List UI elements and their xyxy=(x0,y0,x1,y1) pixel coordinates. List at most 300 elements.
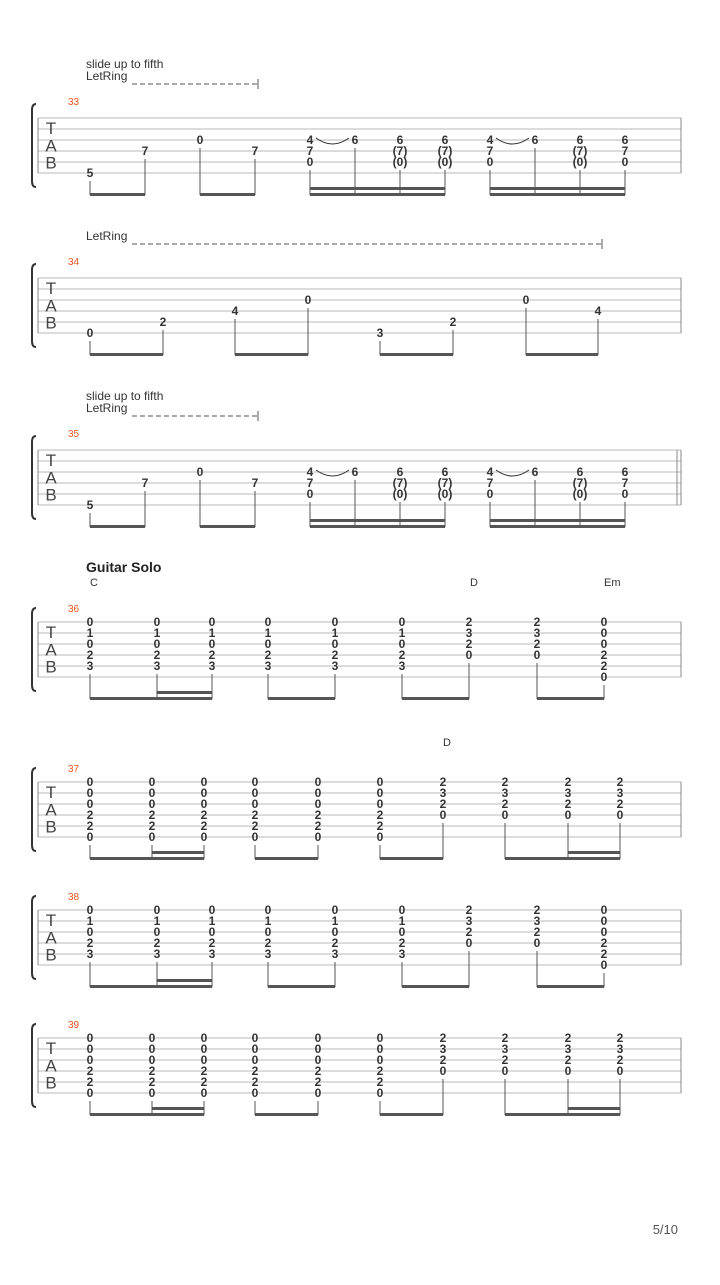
fret-number: 0 xyxy=(331,903,339,917)
fret-number: (7) xyxy=(437,144,453,158)
slur xyxy=(316,470,349,476)
fret-number: 2 xyxy=(148,1064,156,1078)
fret-number: 2 xyxy=(86,1075,94,1089)
fret-number: 4 xyxy=(594,304,602,318)
note-beam xyxy=(200,525,255,528)
chord-name: Em xyxy=(604,577,621,589)
system-bracket xyxy=(32,436,36,519)
note-beam-secondary xyxy=(490,519,625,522)
fret-number: 3 xyxy=(465,914,473,928)
fret-number: 6 xyxy=(351,465,359,479)
fret-number: 0 xyxy=(376,1053,384,1067)
note-beam-secondary xyxy=(310,187,445,190)
fret-number: 0 xyxy=(376,1042,384,1056)
note-beam xyxy=(90,985,212,988)
fret-number: 1 xyxy=(331,626,339,640)
fret-number: (0) xyxy=(437,155,453,169)
fret-number: 0 xyxy=(376,830,384,844)
fret-number: 0 xyxy=(200,786,208,800)
fret-number: 7 xyxy=(141,144,149,158)
fret-number: 0 xyxy=(153,903,161,917)
slur xyxy=(316,138,349,144)
fret-number: 2 xyxy=(159,315,167,329)
fret-number: 2 xyxy=(208,648,216,662)
fret-number: 2 xyxy=(148,1075,156,1089)
fret-number: 2 xyxy=(533,637,541,651)
note-beam xyxy=(255,1113,318,1116)
fret-number: 1 xyxy=(153,626,161,640)
fret-number: 2 xyxy=(465,637,473,651)
fret-number: 0 xyxy=(314,786,322,800)
fret-number: 0 xyxy=(200,1031,208,1045)
fret-number: 2 xyxy=(86,936,94,950)
annotation-text: slide up to fifth xyxy=(86,57,164,71)
note-beam xyxy=(90,857,204,860)
fret-number: 3 xyxy=(501,1042,509,1056)
chord-name: D xyxy=(443,737,451,749)
page-number: 5/10 xyxy=(652,1222,678,1237)
fret-number: 2 xyxy=(564,1031,572,1045)
note-beam xyxy=(526,353,598,356)
fret-number: 3 xyxy=(398,659,406,673)
fret-number: 0 xyxy=(86,903,94,917)
system-bracket xyxy=(32,264,36,347)
fret-number: 0 xyxy=(439,808,447,822)
note-beam xyxy=(505,1113,620,1116)
fret-number: 0 xyxy=(86,775,94,789)
fret-number: 3 xyxy=(331,659,339,673)
fret-number: 0 xyxy=(306,487,314,501)
fret-number: 0 xyxy=(616,1064,624,1078)
fret-number: 2 xyxy=(331,936,339,950)
tab-clef-t: T xyxy=(45,1039,57,1058)
fret-number: 0 xyxy=(600,637,608,651)
fret-number: 0 xyxy=(398,615,406,629)
annotation-text: LetRing xyxy=(86,69,128,83)
fret-number: 0 xyxy=(398,903,406,917)
fret-number: 2 xyxy=(200,1064,208,1078)
fret-number: 0 xyxy=(314,775,322,789)
fret-number: 1 xyxy=(208,914,216,928)
fret-number: 7 xyxy=(621,476,629,490)
fret-number: 2 xyxy=(376,1064,384,1078)
fret-number: 0 xyxy=(148,1031,156,1045)
measure-number: 35 xyxy=(68,429,80,440)
fret-number: 0 xyxy=(304,293,312,307)
fret-number: 2 xyxy=(251,819,259,833)
fret-number: 6 xyxy=(351,133,359,147)
fret-number: 2 xyxy=(465,925,473,939)
fret-number: 0 xyxy=(331,615,339,629)
fret-number: 7 xyxy=(306,144,314,158)
fret-number: 3 xyxy=(376,326,384,340)
fret-number: 3 xyxy=(264,947,272,961)
fret-number: 2 xyxy=(439,775,447,789)
fret-number: 0 xyxy=(148,1042,156,1056)
fret-number: 0 xyxy=(86,1053,94,1067)
tab-clef-b: B xyxy=(45,485,57,505)
tab-clef-b: B xyxy=(45,657,57,677)
tab-clef-a: A xyxy=(45,468,57,488)
note-beam xyxy=(402,985,469,988)
tab-system-39 xyxy=(32,1024,681,1116)
fret-number: 2 xyxy=(314,819,322,833)
fret-number: 0 xyxy=(314,797,322,811)
fret-number: 2 xyxy=(208,936,216,950)
fret-number: 6 xyxy=(531,133,539,147)
fret-number: 0 xyxy=(86,637,94,651)
fret-number: 0 xyxy=(465,936,473,950)
fret-number: 0 xyxy=(200,1053,208,1067)
note-beam-secondary xyxy=(310,519,445,522)
fret-number: 3 xyxy=(439,1042,447,1056)
fret-number: 6 xyxy=(441,465,449,479)
fret-number: 0 xyxy=(148,797,156,811)
fret-number: 0 xyxy=(86,925,94,939)
fret-number: 3 xyxy=(153,947,161,961)
tab-clef-t: T xyxy=(45,279,57,298)
tab-clef-b: B xyxy=(45,1073,57,1093)
note-beam xyxy=(537,985,604,988)
tab-system-34 xyxy=(32,239,681,356)
fret-number: 2 xyxy=(439,1053,447,1067)
fret-number: 2 xyxy=(616,797,624,811)
fret-number: 3 xyxy=(208,659,216,673)
fret-number: 2 xyxy=(398,648,406,662)
fret-number: 2 xyxy=(86,1064,94,1078)
fret-number: (7) xyxy=(572,144,588,158)
note-beam xyxy=(90,193,145,196)
fret-number: 6 xyxy=(396,133,404,147)
fret-number: 3 xyxy=(86,947,94,961)
fret-number: 0 xyxy=(86,786,94,800)
fret-number: 0 xyxy=(314,1031,322,1045)
measure-number: 39 xyxy=(68,1020,80,1031)
fret-number: 0 xyxy=(501,808,509,822)
fret-number: 0 xyxy=(486,487,494,501)
note-beam xyxy=(310,193,445,196)
fret-number: 2 xyxy=(314,808,322,822)
fret-number: 2 xyxy=(86,808,94,822)
fret-number: 7 xyxy=(486,476,494,490)
fret-number: 2 xyxy=(200,1075,208,1089)
fret-number: (0) xyxy=(437,487,453,501)
annotation-text: slide up to fifth xyxy=(86,389,164,403)
note-beam xyxy=(268,697,335,700)
fret-number: 2 xyxy=(501,1053,509,1067)
fret-number: 0 xyxy=(314,1053,322,1067)
tab-clef-t: T xyxy=(45,451,57,470)
tab-clef-a: A xyxy=(45,800,57,820)
tab-clef-a: A xyxy=(45,296,57,316)
measure-number: 33 xyxy=(68,97,80,108)
fret-number: 0 xyxy=(251,830,259,844)
measure-number: 37 xyxy=(68,764,80,775)
note-beam xyxy=(255,857,318,860)
fret-number: 7 xyxy=(251,144,259,158)
fret-number: 0 xyxy=(264,637,272,651)
fret-number: (7) xyxy=(572,476,588,490)
note-beam xyxy=(90,353,163,356)
tab-clef-b: B xyxy=(45,313,57,333)
measure-number: 36 xyxy=(68,604,80,615)
fret-number: 3 xyxy=(465,626,473,640)
fret-number: 0 xyxy=(86,1031,94,1045)
fret-number: 0 xyxy=(208,637,216,651)
fret-number: 6 xyxy=(621,133,629,147)
fret-number: 0 xyxy=(376,775,384,789)
tab-system-36 xyxy=(32,608,681,700)
fret-number: 0 xyxy=(148,1086,156,1100)
fret-number: 2 xyxy=(600,936,608,950)
fret-number: 0 xyxy=(306,155,314,169)
fret-number: 2 xyxy=(153,936,161,950)
fret-number: 1 xyxy=(153,914,161,928)
fret-number: 0 xyxy=(264,615,272,629)
fret-number: 0 xyxy=(200,775,208,789)
fret-number: 6 xyxy=(531,465,539,479)
fret-number: 2 xyxy=(533,925,541,939)
fret-number: 0 xyxy=(148,1053,156,1067)
system-bracket xyxy=(32,608,36,691)
fret-number: 7 xyxy=(306,476,314,490)
fret-number: (0) xyxy=(392,155,408,169)
fret-number: 4 xyxy=(231,304,239,318)
fret-number: 0 xyxy=(600,670,608,684)
section-title: Guitar Solo xyxy=(86,559,162,575)
note-beam xyxy=(380,353,453,356)
fret-number: 0 xyxy=(86,830,94,844)
annotation-text: LetRing xyxy=(86,229,128,243)
chord-name: D xyxy=(470,577,478,589)
fret-number: 2 xyxy=(616,1031,624,1045)
fret-number: 3 xyxy=(398,947,406,961)
fret-number: 2 xyxy=(533,903,541,917)
fret-number: (0) xyxy=(572,487,588,501)
fret-number: 3 xyxy=(208,947,216,961)
measure-number: 38 xyxy=(68,892,80,903)
fret-number: 0 xyxy=(314,1086,322,1100)
fret-number: 2 xyxy=(264,648,272,662)
fret-number: 0 xyxy=(486,155,494,169)
note-beam xyxy=(490,193,625,196)
fret-number: 6 xyxy=(441,133,449,147)
fret-number: 0 xyxy=(600,615,608,629)
fret-number: 0 xyxy=(376,786,384,800)
fret-number: 0 xyxy=(600,914,608,928)
note-beam xyxy=(380,857,443,860)
fret-number: 3 xyxy=(533,626,541,640)
fret-number: 2 xyxy=(331,648,339,662)
fret-number: 0 xyxy=(600,958,608,972)
note-beam xyxy=(490,525,625,528)
tab-clef-b: B xyxy=(45,817,57,837)
fret-number: 4 xyxy=(486,133,494,147)
fret-number: 2 xyxy=(439,797,447,811)
fret-number: 2 xyxy=(600,947,608,961)
fret-number: 3 xyxy=(439,786,447,800)
fret-number: 2 xyxy=(600,659,608,673)
note-beam xyxy=(568,851,620,854)
note-beam xyxy=(505,857,620,860)
system-bracket xyxy=(32,1024,36,1107)
fret-number: 2 xyxy=(533,615,541,629)
fret-number: 3 xyxy=(616,1042,624,1056)
fret-number: 2 xyxy=(264,936,272,950)
fret-number: 5 xyxy=(86,498,94,512)
tab-clef-b: B xyxy=(45,153,57,173)
note-beam xyxy=(235,353,308,356)
fret-number: 0 xyxy=(251,775,259,789)
fret-number: 3 xyxy=(331,947,339,961)
fret-number: 1 xyxy=(398,626,406,640)
fret-number: 2 xyxy=(564,1053,572,1067)
fret-number: 2 xyxy=(200,808,208,822)
tab-clef-a: A xyxy=(45,640,57,660)
chord-name: C xyxy=(90,577,98,589)
fret-number: 0 xyxy=(196,465,204,479)
fret-number: 0 xyxy=(153,615,161,629)
fret-number: 0 xyxy=(564,808,572,822)
fret-number: 0 xyxy=(314,1042,322,1056)
fret-number: 0 xyxy=(200,797,208,811)
fret-number: 0 xyxy=(600,626,608,640)
tab-clef-t: T xyxy=(45,623,57,642)
fret-number: 4 xyxy=(486,465,494,479)
note-beam-secondary xyxy=(490,187,625,190)
fret-number: 7 xyxy=(486,144,494,158)
note-beam xyxy=(152,1107,204,1110)
fret-number: 0 xyxy=(208,903,216,917)
fret-number: 6 xyxy=(576,465,584,479)
note-beam xyxy=(90,697,212,700)
fret-number: 0 xyxy=(331,925,339,939)
note-beam xyxy=(310,525,445,528)
note-beam xyxy=(268,985,335,988)
fret-number: 0 xyxy=(86,797,94,811)
fret-number: 0 xyxy=(86,1086,94,1100)
fret-number: 0 xyxy=(153,637,161,651)
fret-number: 2 xyxy=(501,797,509,811)
note-beam xyxy=(90,525,145,528)
fret-number: 3 xyxy=(86,659,94,673)
fret-number: 0 xyxy=(153,925,161,939)
fret-number: 3 xyxy=(616,786,624,800)
fret-number: 0 xyxy=(200,1042,208,1056)
note-beam xyxy=(157,691,212,694)
fret-number: 3 xyxy=(533,914,541,928)
fret-number: 2 xyxy=(616,775,624,789)
fret-number: 0 xyxy=(251,1086,259,1100)
tab-clef-t: T xyxy=(45,119,57,138)
fret-number: 2 xyxy=(564,775,572,789)
fret-number: 0 xyxy=(600,925,608,939)
fret-number: 0 xyxy=(616,808,624,822)
fret-number: 0 xyxy=(533,648,541,662)
note-beam xyxy=(537,697,604,700)
fret-number: 4 xyxy=(306,465,314,479)
fret-number: 2 xyxy=(564,797,572,811)
fret-number: 2 xyxy=(449,315,457,329)
fret-number: 0 xyxy=(376,797,384,811)
fret-number: 2 xyxy=(314,1075,322,1089)
fret-number: 2 xyxy=(376,819,384,833)
system-bracket xyxy=(32,768,36,851)
fret-number: 0 xyxy=(196,133,204,147)
fret-number: 0 xyxy=(148,830,156,844)
fret-number: 0 xyxy=(264,903,272,917)
fret-number: 0 xyxy=(376,1086,384,1100)
fret-number: 0 xyxy=(200,830,208,844)
fret-number: 6 xyxy=(576,133,584,147)
fret-number: 0 xyxy=(251,1042,259,1056)
fret-number: 0 xyxy=(501,1064,509,1078)
system-bracket xyxy=(32,104,36,187)
fret-number: 3 xyxy=(564,786,572,800)
tab-system-38 xyxy=(32,896,681,988)
fret-number: 0 xyxy=(398,925,406,939)
fret-number: 0 xyxy=(621,155,629,169)
slur xyxy=(496,138,529,144)
fret-number: 2 xyxy=(465,615,473,629)
annotation-text: LetRing xyxy=(86,401,128,415)
fret-number: (7) xyxy=(392,476,408,490)
fret-number: 0 xyxy=(251,786,259,800)
tab-clef-b: B xyxy=(45,945,57,965)
fret-number: 1 xyxy=(331,914,339,928)
fret-number: 0 xyxy=(208,925,216,939)
fret-number: 5 xyxy=(86,166,94,180)
fret-number: 1 xyxy=(264,914,272,928)
fret-number: 2 xyxy=(153,648,161,662)
fret-number: 6 xyxy=(396,465,404,479)
fret-number: 1 xyxy=(86,626,94,640)
fret-number: 0 xyxy=(465,648,473,662)
fret-number: (7) xyxy=(437,476,453,490)
fret-number: 6 xyxy=(621,465,629,479)
fret-number: 4 xyxy=(306,133,314,147)
fret-number: 0 xyxy=(200,1086,208,1100)
fret-number: 0 xyxy=(86,1042,94,1056)
fret-number: 0 xyxy=(533,936,541,950)
measure-number: 34 xyxy=(68,257,80,268)
fret-number: 0 xyxy=(331,637,339,651)
fret-number: 0 xyxy=(522,293,530,307)
fret-number: 0 xyxy=(86,326,94,340)
fret-number: 0 xyxy=(621,487,629,501)
fret-number: 0 xyxy=(439,1064,447,1078)
fret-number: 2 xyxy=(148,808,156,822)
fret-number: 2 xyxy=(251,1064,259,1078)
fret-number: 2 xyxy=(501,1031,509,1045)
fret-number: 1 xyxy=(208,626,216,640)
note-beam xyxy=(152,851,204,854)
tab-system-37 xyxy=(32,768,681,860)
fret-number: 2 xyxy=(376,808,384,822)
fret-number: 3 xyxy=(153,659,161,673)
fret-number: 1 xyxy=(264,626,272,640)
tab-clef-a: A xyxy=(45,1056,57,1076)
fret-number: 3 xyxy=(501,786,509,800)
fret-number: (0) xyxy=(392,487,408,501)
fret-number: 0 xyxy=(148,786,156,800)
fret-number: 0 xyxy=(600,903,608,917)
fret-number: 0 xyxy=(314,830,322,844)
fret-number: 2 xyxy=(398,936,406,950)
fret-number: 2 xyxy=(501,775,509,789)
fret-number: 2 xyxy=(86,648,94,662)
tab-clef-a: A xyxy=(45,136,57,156)
